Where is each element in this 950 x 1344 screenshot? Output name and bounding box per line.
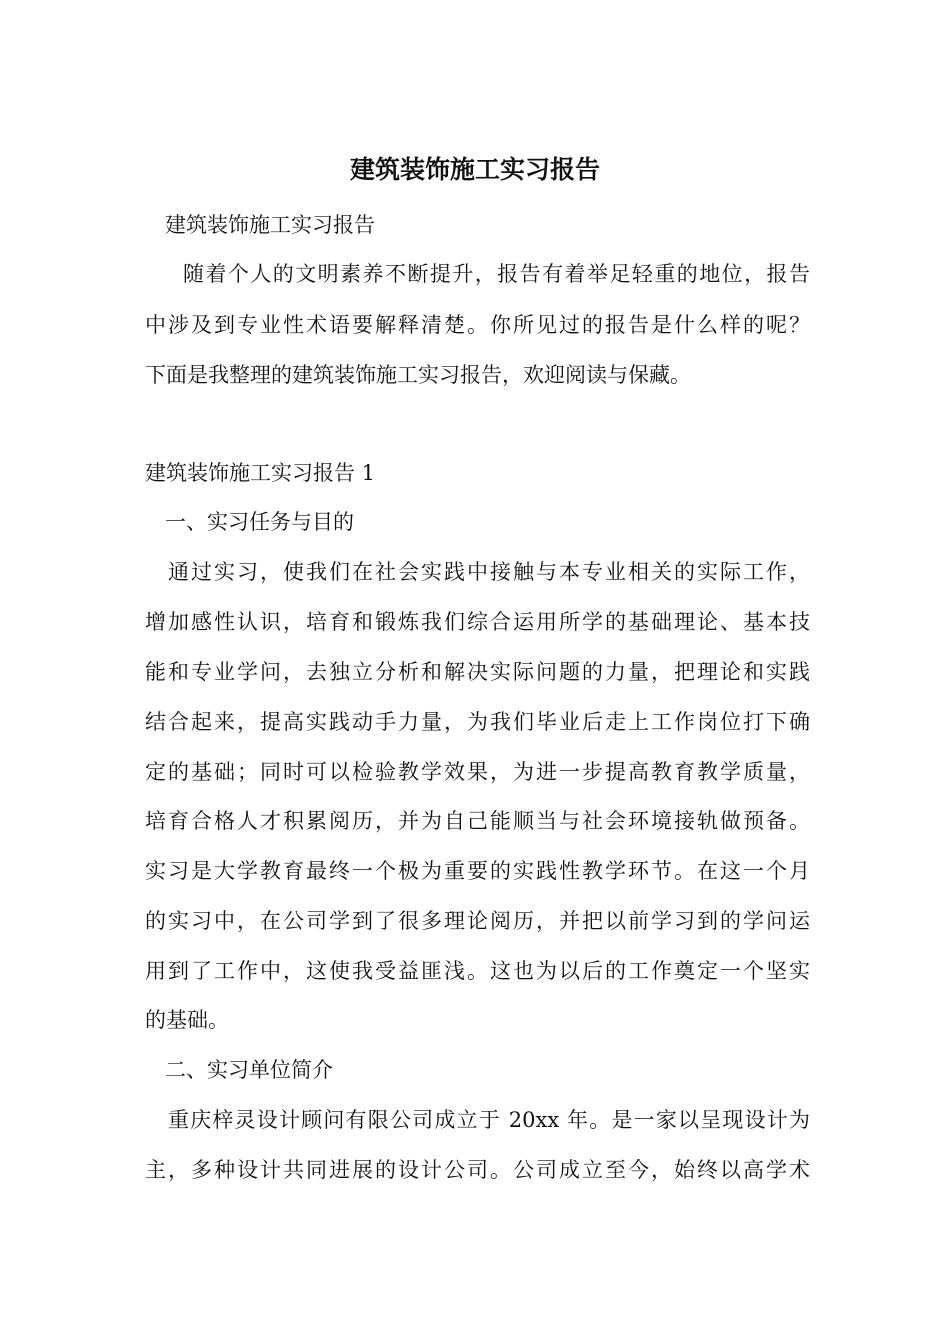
paragraph-line: 结合起来，提高实践动手力量，为我们毕业后走上工作岗位打下确 [145, 710, 810, 734]
subsection-heading: 二、实习单位简介 [165, 1058, 333, 1082]
subsection-heading: 一、实习任务与目的 [165, 510, 354, 534]
section-heading: 建筑装饰施工实习报告 1 [145, 461, 376, 485]
paragraph-line: 重庆梓灵设计顾问有限公司成立于 20xx 年。是一家以呈现设计为 [168, 1108, 810, 1132]
paragraph-line: 的基础。 [145, 1008, 229, 1032]
paragraph-line: 通过实习，使我们在社会实践中接触与本专业相关的实际工作， [168, 560, 810, 584]
subtitle-line: 建筑装饰施工实习报告 [165, 213, 375, 237]
paragraph-line: 随着个人的文明素养不断提升，报告有着举足轻重的地位，报告 [183, 262, 810, 286]
paragraph-line: 实习是大学教育最终一个极为重要的实践性教学环节。在这一个月 [145, 859, 810, 883]
paragraph-line: 用到了工作中，这使我受益匪浅。这也为以后的工作奠定一个坚实 [145, 959, 810, 983]
paragraph-line: 定的基础；同时可以检验教学效果，为进一步提高教育教学质量， [145, 760, 810, 784]
document-title: 建筑装饰施工实习报告 [349, 155, 600, 184]
paragraph-line: 能和专业学问，去独立分析和解决实际问题的力量，把理论和实践 [145, 660, 810, 684]
paragraph-line: 培育合格人才积累阅历，并为自己能顺当与社会环境接轨做预备。 [145, 809, 810, 833]
paragraph-line: 主，多种设计共同进展的设计公司。公司成立至今，始终以高学术 [145, 1158, 810, 1182]
paragraph-line: 的实习中，在公司学到了很多理论阅历，并把以前学习到的学问运 [145, 909, 810, 933]
paragraph-line: 增加感性认识，培育和锻炼我们综合运用所学的基础理论、基本技 [145, 610, 810, 634]
paragraph-line: 下面是我整理的建筑装饰施工实习报告，欢迎阅读与保藏。 [145, 363, 691, 387]
paragraph-line: 中涉及到专业性术语要解释清楚。你所见过的报告是什么样的呢？ [145, 313, 810, 337]
